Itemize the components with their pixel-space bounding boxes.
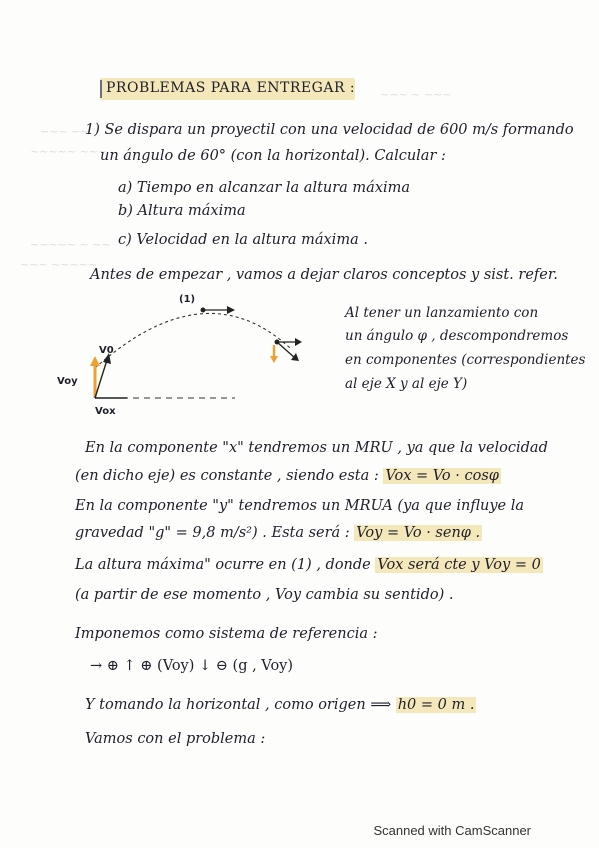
- body-line-4-text: gravedad "g" = 9,8 m/s²) . Esta será :: [75, 525, 355, 541]
- body-line-2: [75, 468, 501, 484]
- voy-arrowhead: [90, 356, 100, 366]
- intro-line: Antes de empezar , vamos a dejar claros conceptos y sist. refer.: [90, 267, 558, 283]
- body-line-7: Imponemos como sistema de referencia :: [75, 626, 378, 642]
- body-line-5: [75, 557, 543, 573]
- descent-velocity-arrow: [277, 342, 295, 358]
- body-line-1: En la componente "x" tendremos un MRU , ya que la velocidad: [85, 440, 548, 456]
- max-height-conditions: Vox será cte y Voy = 0: [377, 557, 541, 573]
- scanner-watermark: Scanned with CamScanner: [373, 823, 531, 838]
- point-label: (1): [179, 294, 196, 305]
- body-line-9-text: Y tomando la horizontal , como origen ⟹: [85, 697, 396, 713]
- bleed-through-text: ~~~~~ ~ ~~: [30, 238, 111, 251]
- page-title: PROBLEMAS PARA ENTREGAR :: [106, 80, 356, 96]
- projectile-diagram: [55, 290, 335, 430]
- side-note-line-2: un ángulo φ , descompondremos: [345, 328, 569, 344]
- problem-statement-line-2: un ángulo de 60° (con la horizontal). Calcular :: [100, 148, 446, 164]
- sign-convention: → ⊕ ↑ ⊕ (Voy) ↓ ⊖ (g , Voy): [90, 658, 294, 674]
- body-line-4: [75, 525, 482, 541]
- problem-item-a: a) Tiempo en alcanzar la altura máxima: [118, 180, 411, 196]
- body-line-2-text: (en dicho eje) es constante , siendo esta :: [75, 468, 384, 484]
- trajectory-path: [95, 313, 290, 368]
- body-line-6: (a partir de ese momento , Voy cambia su sentido) .: [75, 587, 454, 603]
- bleed-through-text: ~~~ ~ ~~~: [380, 88, 452, 101]
- voy-formula: Voy = Vo · senφ .: [356, 525, 481, 541]
- bleed-through-text: ~~~ ~~~~~: [20, 258, 98, 271]
- bleed-through-text: ~~~ ~~: [40, 125, 90, 138]
- descent-x-arrowhead: [295, 338, 302, 346]
- v0-label: V0: [99, 345, 114, 356]
- side-note-line-3: en componentes (correspondientes: [345, 352, 586, 368]
- vox-formula: Vox = Vo · cosφ: [385, 468, 499, 484]
- origin-height: h0 = 0 m .: [397, 697, 475, 713]
- descent-velocity-arrowhead: [291, 353, 299, 361]
- descent-y-arrowhead: [270, 356, 278, 363]
- vox-label: Vox: [95, 406, 116, 417]
- problem-statement-line-1: 1) Se dispara un proyectil con una velocidad de 600 m/s formando: [85, 122, 574, 138]
- side-note-line-4: al eje X y al eje Y): [345, 376, 468, 392]
- voy-label: Voy: [57, 376, 78, 387]
- side-note-line-1: Al tener un lanzamiento con: [345, 305, 539, 321]
- body-line-10: Vamos con el problema :: [85, 731, 266, 747]
- problem-item-b: b) Altura máxima: [118, 203, 246, 219]
- body-line-9: [85, 697, 476, 713]
- title-marker: [100, 80, 102, 98]
- top-velocity-arrowhead: [227, 306, 235, 314]
- problem-item-c: c) Velocidad en la altura máxima .: [118, 232, 368, 248]
- bleed-through-text: ~~~~~ ~~~: [30, 145, 108, 158]
- body-line-5-text: La altura máxima" ocurre en (1) , donde: [75, 557, 376, 573]
- body-line-3: En la componente "y" tendremos un MRUA (ya que influye la: [75, 498, 524, 514]
